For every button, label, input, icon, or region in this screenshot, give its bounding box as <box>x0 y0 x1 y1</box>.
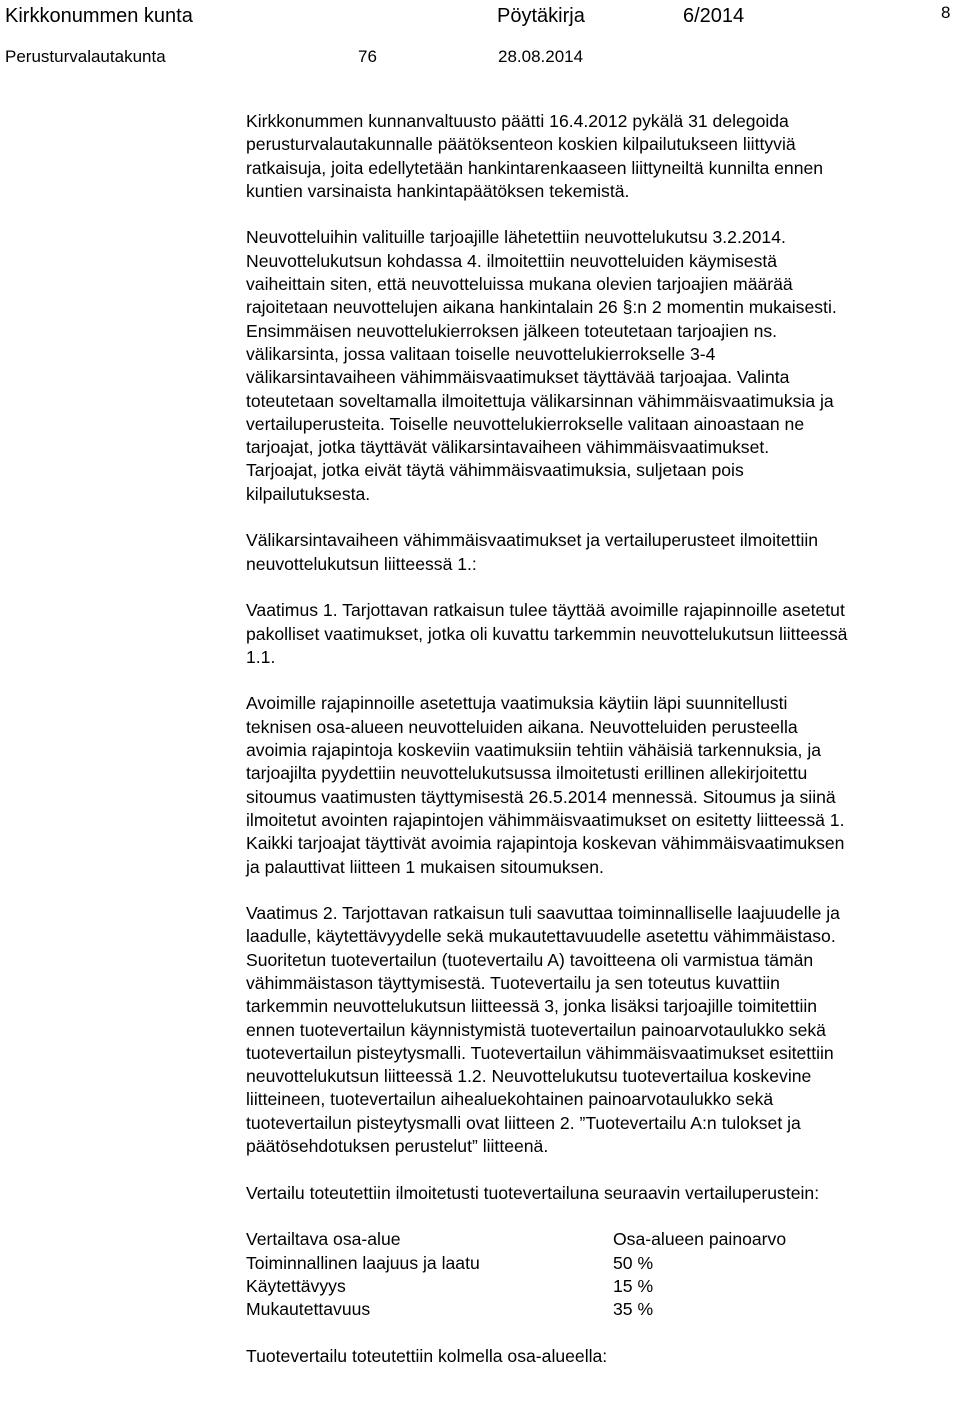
text-line: ilmoitetut avointen rajapintojen vähimmäisvaatimukset on esitetty liitteessä 1. <box>246 809 845 830</box>
org-name: Kirkkonummen kunta <box>5 5 193 27</box>
document-body <box>246 110 958 1368</box>
page-number: 8 <box>941 3 951 22</box>
text-line: ennen tuotevertailun käynnistymistä tuotevertailun painoarvotaulukko sekä <box>246 1019 826 1040</box>
text-line: Ensimmäisen neuvottelukierroksen jälkeen toteutetaan tarjoajien ns. <box>246 320 778 341</box>
text-line: Kirkkonummen kunnanvaltuusto päätti 16.4.2012 pykälä 31 delegoida <box>246 111 789 131</box>
text-line: neuvottelukutsun liitteessä 1.: <box>246 553 477 574</box>
text-line: vertailuperusteita. Toiselle neuvottelukierrokselle valitaan ainoastaan ne <box>246 413 805 434</box>
text-line: Neuvotteluihin valituille tarjoajille lähetettiin neuvottelukutsu 3.2.2014. <box>246 227 786 248</box>
text-line: tarjoajilta pyydettiin neuvottelukutsussa ilmoitetusti erillinen allekirjoitettu <box>246 763 808 784</box>
weights-table <box>246 1228 786 1321</box>
text-line: 1.1. <box>246 646 276 667</box>
table-row <box>246 1298 786 1321</box>
text-line: toteutetaan soveltamalla ilmoitettuja välikarsinnan vähimmäisvaatimuksia ja <box>246 390 834 411</box>
paragraph <box>246 599 958 669</box>
text-line: ja palauttivat liitteen 1 mukaisen sitoumuksen. <box>246 856 604 877</box>
text-line: vähimmäistason täyttymisestä. Tuotevertailu ja sen toteutus kuvattiin <box>246 972 780 993</box>
text-line: pakolliset vaatimukset, jotka oli kuvattu tarkemmin neuvottelukutsun liitteessä <box>246 623 848 644</box>
text-line: perusturvalautakunnalle päätöksenteon koskien kilpailutukseen liittyviä <box>246 134 796 155</box>
paragraph <box>246 1182 958 1205</box>
table-cell: Käytettävyys <box>246 1275 346 1296</box>
text-line: tuotevertailun pisteytysmalli ovat liitteen 2. ”Tuotevertailu A:n tulokset ja <box>246 1112 801 1133</box>
text-line: sitoumus vaatimusten täyttymisestä 26.5.2014 mennessä. Sitoumus ja siinä <box>246 786 836 807</box>
text-line: Kaikki tarjoajat täyttivät avoimia rajapintoja koskevan vähimmäisvaatimuksen <box>246 833 845 854</box>
table-header-row <box>246 1228 786 1251</box>
text-line: välikarsintavaiheen vähimmäisvaatimukset täyttävää tarjoajaa. Valinta <box>246 367 790 388</box>
paragraph <box>246 110 958 203</box>
text-line: Välikarsintavaiheen vähimmäisvaatimukset ja vertailuperusteet ilmoitettiin <box>246 530 819 551</box>
meeting-date: 28.08.2014 <box>498 47 584 66</box>
table-cell: Mukautettavuus <box>246 1299 371 1320</box>
table-cell: 15 % <box>613 1275 654 1296</box>
text-line: tarjoajat, jotka täyttävät välikarsintavaiheen vähimmäisvaatimukset. <box>246 437 770 458</box>
table-cell: Toiminnallinen laajuus ja laatu <box>246 1252 480 1273</box>
text-line: ratkaisuja, joita edellytetään hankintarenkaaseen liittyneiltä kunnilta ennen <box>246 157 824 178</box>
text-line: Neuvottelukutsun kohdassa 4. ilmoitettiin neuvotteluiden käymisestä <box>246 250 778 271</box>
table-row <box>246 1252 786 1275</box>
table-cell: 50 % <box>613 1252 654 1273</box>
text-line: rajoitetaan neuvottelujen aikana hankintalain 26 §:n 2 momentin mukaisesti. <box>246 297 837 318</box>
document-number: 6/2014 <box>683 5 745 27</box>
text-line: liitteineen, tuotevertailun aihealuekohtainen painoarvotaulukko sekä <box>246 1089 774 1110</box>
table-header-cell: Vertailtava osa-alue <box>246 1229 401 1250</box>
text-line: vaiheittain siten, että neuvotteluissa mukana olevien tarjoajien määrää <box>246 274 793 295</box>
paragraph <box>246 692 958 878</box>
text-line: päätösehdotuksen perustelut” liitteenä. <box>246 1136 549 1157</box>
text-line: Vaatimus 1. Tarjottavan ratkaisun tulee täyttää avoimille rajapinnoille asetetut <box>246 600 845 621</box>
text-line: tarkemmin neuvottelukutsun liitteessä 3, jonka lisäksi tarjoajille toimitettiin <box>246 996 818 1017</box>
text-line: välikarsinta, jossa valitaan toiselle neuvottelukierrokselle 3-4 <box>246 343 716 364</box>
board-name: Perusturvalautakunta <box>5 47 166 66</box>
table-row <box>246 1275 786 1298</box>
text-line: Vaatimus 2. Tarjottavan ratkaisun tuli saavuttaa toiminnalliselle laajuudelle ja <box>246 903 840 924</box>
text-line: kuntien varsinaista hankintapäätöksen tekemistä. <box>246 180 630 201</box>
text-line: avoimia rajapintoja koskeviin vaatimuksiin tehtiin vähäisiä tarkennuksia, ja <box>246 740 822 761</box>
table-header-cell: Osa-alueen painoarvo <box>613 1229 787 1250</box>
text-line: teknisen osa-alueen neuvotteluiden aikana. Neuvotteluiden perusteella <box>246 716 798 737</box>
text-line: Suoritetun tuotevertailun (tuotevertailu A) tavoitteena oli varmistua tämän <box>246 949 814 970</box>
text-line: Tarjoajat, jotka eivät täytä vähimmäisvaatimuksia, suljetaan pois <box>246 460 744 481</box>
text-line: kilpailutuksesta. <box>246 483 371 504</box>
paragraph <box>246 226 958 506</box>
table-cell: 35 % <box>613 1299 654 1320</box>
section-number: 76 <box>358 47 377 66</box>
text-line: laadulle, käytettävyydelle sekä mukautettavuudelle asetettu vähimmäistaso. <box>246 926 836 947</box>
text-line: neuvottelukutsun liitteessä 1.2. Neuvottelukutsu tuotevertailua koskevine <box>246 1066 812 1087</box>
closing-line: Tuotevertailu toteutettiin kolmella osa-alueella: <box>246 1345 608 1366</box>
text-line: Vertailu toteutettiin ilmoitetusti tuotevertailuna seuraavin vertailuperustein: <box>246 1182 820 1203</box>
text-line: Avoimille rajapinnoille asetettuja vaatimuksia käytiin läpi suunnitellusti <box>246 693 788 714</box>
text-line: tuotevertailun pisteytysmalli. Tuotevertailun vähimmäisvaatimukset esitettiin <box>246 1042 834 1063</box>
paragraph <box>246 529 958 576</box>
document-type: Pöytäkirja <box>497 5 585 27</box>
paragraph <box>246 902 958 1158</box>
